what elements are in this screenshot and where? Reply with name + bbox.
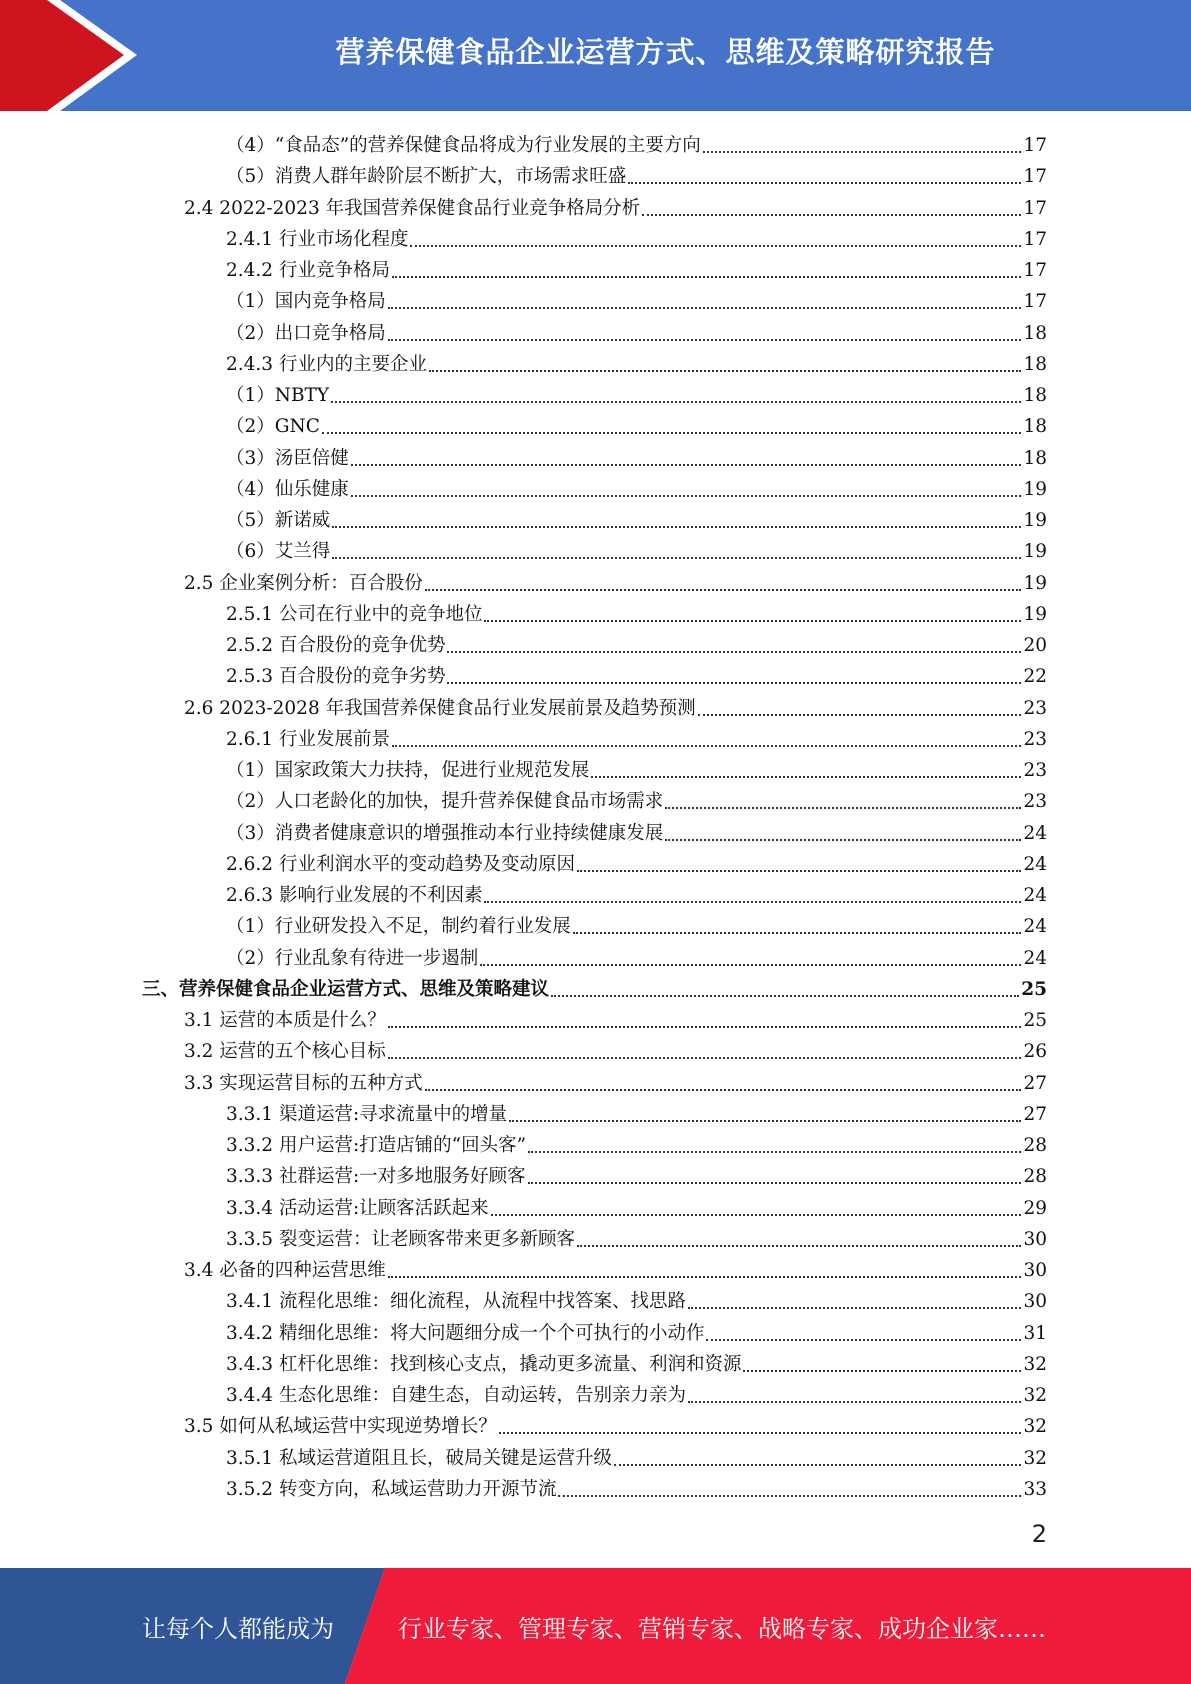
toc-entry[interactable] — [226, 783, 1047, 814]
toc-entry[interactable] — [184, 1252, 1047, 1283]
toc-entry-page: 30 — [1023, 1260, 1047, 1281]
toc-entry-title: （1）国家政策大力扶持，促进行业规范发展 — [226, 760, 590, 781]
toc-entry-title: 2.6.3 影响行业发展的不利因素 — [226, 885, 483, 906]
toc-leader-dots — [706, 1339, 1021, 1341]
toc-entry-page: 22 — [1023, 666, 1047, 688]
toc-leader-dots — [743, 1370, 1021, 1372]
toc-entry-title: 3.3.5 裂变运营：让老顾客带来更多新顾客 — [226, 1228, 575, 1250]
toc-entry[interactable] — [226, 1471, 1047, 1502]
toc-entry-title: 3.5.1 私域运营道阻且长，破局关键是运营升级 — [226, 1447, 612, 1469]
toc-leader-dots — [577, 1245, 1021, 1247]
toc-entry-page: 31 — [1023, 1322, 1047, 1344]
toc-entry-title: 2.4.2 行业竞争格局 — [226, 260, 390, 281]
toc-leader-dots — [558, 1495, 1021, 1497]
toc-entry[interactable] — [184, 190, 1047, 221]
toc-entry-page: 24 — [1023, 822, 1047, 844]
toc-entry-title: 3.3.4 活动运营:让顾客活跃起来 — [226, 1197, 489, 1219]
toc-leader-dots — [614, 1464, 1021, 1466]
toc-entry[interactable] — [184, 1033, 1047, 1064]
toc-entry-title: 3.3 实现运营目标的五种方式 — [184, 1072, 423, 1094]
toc-entry-page: 23 — [1023, 697, 1047, 719]
toc-entry[interactable] — [226, 815, 1047, 846]
toc-entry-page: 23 — [1023, 760, 1047, 781]
toc-entry-title: （1）国内竞争格局 — [226, 291, 386, 313]
toc-entry-page: 32 — [1023, 1353, 1047, 1375]
toc-leader-dots — [703, 151, 1022, 153]
toc-entry-title: （4）仙乐健康 — [226, 478, 349, 500]
toc-entry-title: （2）出口竞争格局 — [226, 322, 386, 344]
toc-entry-title: 3.5 如何从私域运营中实现逆势增长？ — [184, 1416, 497, 1438]
page-header — [0, 0, 1191, 111]
toc-entry-page: 17 — [1023, 135, 1047, 156]
toc-entry-page: 17 — [1023, 197, 1047, 219]
toc-entry-page: 24 — [1023, 853, 1047, 875]
toc-entry-title: （1）行业研发投入不足，制约着行业发展 — [226, 916, 571, 938]
toc-entry-title: 三、营养保健食品企业运营方式、思维及策略建议 — [142, 978, 550, 1000]
toc-entry[interactable] — [226, 877, 1047, 908]
toc-leader-dots — [577, 870, 1021, 872]
toc-entry-title: 3.1 运营的本质是什么？ — [184, 1010, 386, 1031]
toc-entry[interactable] — [226, 252, 1047, 283]
toc-entry-page: 19 — [1023, 572, 1047, 594]
toc-entry[interactable] — [184, 1065, 1047, 1096]
toc-entry[interactable] — [226, 377, 1047, 408]
toc-entry-page: 17 — [1023, 291, 1047, 313]
toc-entry-page: 24 — [1023, 947, 1047, 969]
toc-entry[interactable] — [226, 158, 1047, 189]
toc-entry-page: 33 — [1023, 1478, 1047, 1500]
toc-leader-dots — [688, 1307, 1021, 1309]
footer-slogan-left: 让每个人都能成为 — [142, 1614, 334, 1643]
toc-entry-page: 19 — [1023, 603, 1047, 625]
page-footer — [0, 1568, 1191, 1684]
toc-entry[interactable] — [226, 440, 1047, 471]
toc-entry[interactable] — [226, 1283, 1047, 1314]
toc-entry-title: 2.5.1 公司在行业中的竞争地位 — [226, 603, 483, 625]
toc-entry-page: 27 — [1023, 1103, 1047, 1125]
toc-leader-dots — [351, 464, 1022, 466]
toc-leader-dots — [642, 214, 1021, 216]
toc-entry[interactable] — [226, 408, 1047, 439]
toc-entry-title: （3）消费者健康意识的增强推动本行业持续健康发展 — [226, 822, 664, 844]
toc-entry-title: 2.5.3 百合股份的竞争劣势 — [226, 666, 446, 688]
toc-entry-title: （6）艾兰得 — [226, 541, 331, 563]
toc-entry[interactable] — [226, 346, 1047, 377]
toc-entry-page: 17 — [1023, 166, 1047, 188]
toc-entry-page: 30 — [1023, 1291, 1047, 1313]
toc-entry-title: 2.6.1 行业发展前景 — [226, 728, 390, 750]
toc-entry[interactable] — [226, 596, 1047, 627]
toc-leader-dots — [332, 526, 1021, 528]
toc-leader-dots — [499, 1432, 1022, 1434]
toc-entry[interactable] — [226, 1377, 1047, 1408]
toc-entry-page: 23 — [1023, 791, 1047, 813]
toc-entry[interactable] — [226, 1096, 1047, 1127]
toc-entry[interactable] — [226, 721, 1047, 752]
toc-entry-title: （5）新诺威 — [226, 510, 331, 531]
toc-entry-page: 27 — [1023, 1072, 1047, 1094]
toc-entry-page: 23 — [1023, 728, 1047, 750]
toc-entry-page: 24 — [1023, 885, 1047, 906]
toc-leader-dots — [425, 1089, 1022, 1091]
toc-entry-page: 18 — [1023, 447, 1047, 469]
toc-entry-page: 17 — [1023, 260, 1047, 281]
toc-entry-page: 19 — [1023, 541, 1047, 563]
toc-entry-page: 18 — [1023, 385, 1047, 406]
toc-entry[interactable] — [226, 1158, 1047, 1189]
toc-entry-title: （1）NBTY — [226, 385, 330, 406]
toc-entry[interactable] — [226, 658, 1047, 689]
toc-leader-dots — [392, 745, 1021, 747]
toc-entry-page: 18 — [1023, 353, 1047, 375]
toc-entry[interactable] — [184, 565, 1047, 596]
toc-leader-dots — [484, 620, 1021, 622]
toc-entry[interactable] — [226, 1221, 1047, 1252]
toc-entry-page: 28 — [1023, 1166, 1047, 1188]
toc-entry-title: 2.4.1 行业市场化程度 — [226, 228, 409, 250]
toc-leader-dots — [491, 1214, 1022, 1216]
toc-leader-dots — [425, 589, 1022, 591]
toc-leader-dots — [484, 901, 1021, 903]
toc-leader-dots — [410, 245, 1021, 247]
toc-leader-dots — [388, 1026, 1022, 1028]
toc-entry[interactable] — [226, 752, 1047, 783]
toc-entry-title: 2.4.3 行业内的主要企业 — [226, 353, 427, 375]
toc-entry[interactable] — [226, 1190, 1047, 1221]
toc-entry-page: 18 — [1023, 322, 1047, 344]
toc-leader-dots — [591, 776, 1021, 778]
toc-entry-title: 3.4 必备的四种运营思维 — [184, 1260, 386, 1281]
toc-entry-title: 3.5.2 转变方向，私域运营助力开源节流 — [226, 1478, 557, 1500]
toc-leader-dots — [480, 964, 1021, 966]
toc-leader-dots — [388, 1276, 1022, 1278]
footer-slogan-right: 行业专家、管理专家、营销专家、战略专家、成功企业家…… — [398, 1614, 1046, 1643]
toc-entry[interactable] — [226, 627, 1047, 658]
toc-entry-page: 25 — [1023, 1010, 1047, 1031]
toc-leader-dots — [665, 807, 1021, 809]
toc-entry-title: 2.5 企业案例分析：百合股份 — [184, 572, 423, 594]
toc-entry[interactable] — [226, 1346, 1047, 1377]
toc-entry-title: （2）行业乱象有待进一步遏制 — [226, 947, 479, 969]
toc-entry-page: 19 — [1023, 478, 1047, 500]
toc-leader-dots — [551, 995, 1019, 997]
toc-leader-dots — [351, 495, 1022, 497]
toc-entry[interactable] — [226, 1315, 1047, 1346]
toc-entry-title: 3.4.4 生态化思维：自建生态，自动运转，告别亲力亲为 — [226, 1385, 686, 1406]
toc-entry-page: 25 — [1021, 978, 1047, 1000]
toc-entry-page: 32 — [1023, 1447, 1047, 1469]
toc-entry-title: 3.3.3 社群运营:一对多地服务好顾客 — [226, 1166, 526, 1188]
toc-entry[interactable] — [226, 940, 1047, 971]
page-number: 2 — [1031, 1520, 1047, 1548]
toc-entry-page: 32 — [1023, 1416, 1047, 1438]
toc-leader-dots — [573, 932, 1022, 934]
toc-entry-title: 3.3.2 用户运营:打造店铺的“回头客” — [226, 1135, 527, 1156]
toc-entry-page: 19 — [1023, 510, 1047, 531]
toc-entry-page: 30 — [1023, 1228, 1047, 1250]
toc-entry[interactable] — [226, 127, 1047, 158]
toc-entry-title: 3.4.1 流程化思维：细化流程，从流程中找答案、找思路 — [226, 1291, 686, 1313]
toc-entry-title: （2）GNC — [226, 416, 320, 438]
toc-entry-page: 29 — [1023, 1197, 1047, 1219]
toc-entry-title: 2.6 2023-2028 年我国营养保健食品行业发展前景及趋势预测 — [184, 697, 696, 719]
toc-entry-page: 26 — [1023, 1041, 1047, 1063]
toc-entry[interactable] — [226, 221, 1047, 252]
toc-entry[interactable] — [226, 533, 1047, 564]
toc-leader-dots — [331, 401, 1021, 403]
toc-entry[interactable] — [184, 1408, 1047, 1439]
toc-leader-dots — [388, 1057, 1022, 1059]
toc-entry-title: 3.2 运营的五个核心目标 — [184, 1041, 386, 1063]
toc-entry[interactable] — [184, 690, 1047, 721]
toc-entry[interactable] — [184, 1002, 1047, 1033]
toc-entry[interactable] — [226, 471, 1047, 502]
toc-leader-dots — [698, 714, 1022, 716]
toc-entry-title: 3.4.3 杠杆化思维：找到核心支点，撬动更多流量、利润和资源 — [226, 1353, 742, 1375]
toc-entry-title: （4）“食品态”的营养保健食品将成为行业发展的主要方向 — [226, 135, 701, 156]
toc-leader-dots — [388, 339, 1022, 341]
toc-entry-page: 20 — [1023, 635, 1047, 656]
toc-leader-dots — [388, 307, 1022, 309]
toc-entry-page: 17 — [1023, 228, 1047, 250]
toc-entry[interactable] — [226, 502, 1047, 533]
toc-leader-dots — [509, 1120, 1021, 1122]
toc-leader-dots — [447, 651, 1021, 653]
toc-entry[interactable] — [226, 1440, 1047, 1471]
toc-entry[interactable] — [226, 315, 1047, 346]
toc-entry-title: （3）汤臣倍健 — [226, 447, 349, 469]
toc-leader-dots — [332, 557, 1021, 559]
toc-entry-title: （2）人口老龄化的加快，提升营养保健食品市场需求 — [226, 791, 664, 813]
toc-entry[interactable] — [226, 908, 1047, 939]
toc-entry[interactable] — [226, 846, 1047, 877]
toc-entry[interactable] — [142, 971, 1047, 1002]
toc-entry-page: 18 — [1023, 416, 1047, 438]
toc-entry-title: 2.5.2 百合股份的竞争优势 — [226, 635, 446, 656]
toc-leader-dots — [447, 682, 1021, 684]
toc-entry-title: （5）消费人群年龄阶层不断扩大，市场需求旺盛 — [226, 166, 627, 188]
toc-entry-title: 2.4 2022-2023 年我国营养保健食品行业竞争格局分析 — [184, 197, 641, 219]
toc-leader-dots — [528, 1182, 1022, 1184]
toc-leader-dots — [322, 432, 1022, 434]
toc-entry-title: 3.3.1 渠道运营:寻求流量中的增量 — [226, 1103, 508, 1125]
toc-entry[interactable] — [226, 1127, 1047, 1158]
toc-leader-dots — [429, 370, 1021, 372]
toc-entry-page: 28 — [1023, 1135, 1047, 1156]
toc-leader-dots — [528, 1151, 1021, 1153]
toc-leader-dots — [628, 182, 1021, 184]
toc-leader-dots — [392, 276, 1021, 278]
toc-entry-title: 3.4.2 精细化思维：将大问题细分成一个个可执行的小动作 — [226, 1322, 705, 1344]
toc-leader-dots — [665, 839, 1021, 841]
toc-leader-dots — [688, 1401, 1021, 1403]
report-title: 营养保健食品企业运营方式、思维及策略研究报告 — [335, 34, 996, 69]
toc-entry-title: 2.6.2 行业利润水平的变动趋势及变动原因 — [226, 853, 575, 875]
toc-entry[interactable] — [226, 283, 1047, 314]
toc-entry-page: 32 — [1023, 1385, 1047, 1406]
toc-entry-page: 24 — [1023, 916, 1047, 938]
